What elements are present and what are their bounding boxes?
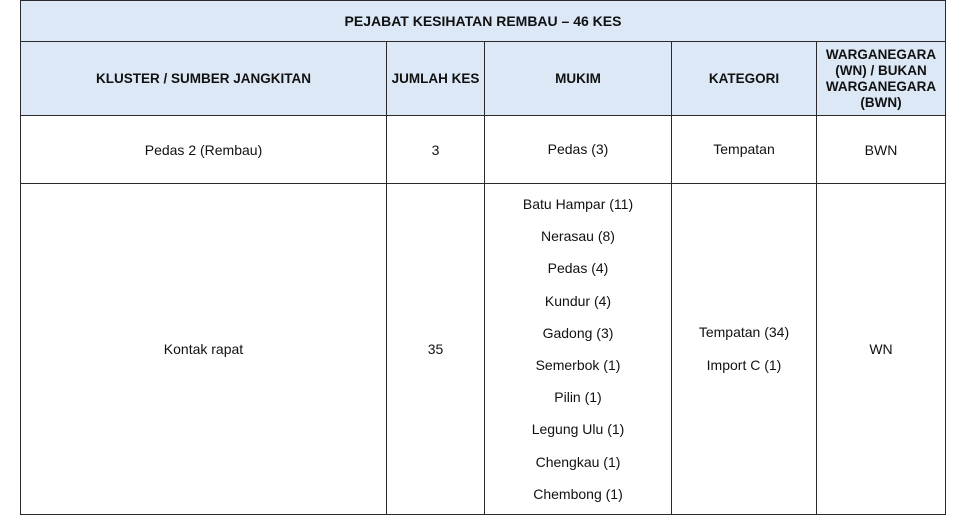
- kategori-item: Tempatan: [713, 141, 775, 158]
- kategori-item: Import C (1): [706, 357, 782, 373]
- table-row: [21, 184, 946, 515]
- mukim-item: Gadong (3): [542, 324, 614, 341]
- kategori-cell: [672, 116, 817, 184]
- mukim-item: Chembong (1): [533, 485, 623, 502]
- kluster-cell: Pedas 2 (Rembau): [21, 116, 387, 184]
- mukim-item: Pedas (3): [547, 141, 609, 158]
- title-row: [21, 1, 946, 42]
- table-title: PEJABAT KESIHATAN REMBAU – 46 KES: [21, 1, 946, 42]
- kategori-item: Tempatan (34): [698, 324, 790, 340]
- header-kategori: KATEGORI: [672, 42, 817, 116]
- cases-table: [20, 0, 946, 515]
- warganegara-cell: BWN: [817, 116, 946, 184]
- header-mukim: MUKIM: [485, 42, 672, 116]
- header-kluster: KLUSTER / SUMBER JANGKITAN: [21, 42, 387, 116]
- table-row: [21, 116, 946, 184]
- header-row: [21, 42, 946, 116]
- mukim-item: Chengkau (1): [535, 453, 621, 470]
- header-warganegara: WARGANEGARA (WN) / BUKAN WARGANEGARA (BWN): [817, 42, 946, 116]
- mukim-item: Batu Hampar (11): [522, 195, 634, 212]
- warganegara-cell: WN: [817, 184, 946, 515]
- header-jumlah-kes: JUMLAH KES: [387, 42, 485, 116]
- mukim-item: Legung Ulu (1): [531, 421, 625, 438]
- mukim-item: Pilin (1): [554, 389, 602, 406]
- mukim-item: Nerasau (8): [541, 228, 615, 245]
- jumlah-cell: 3: [387, 116, 485, 184]
- mukim-item: Semerbok (1): [535, 357, 621, 373]
- mukim-item: Pedas (4): [547, 260, 609, 277]
- jumlah-cell: 35: [387, 184, 485, 515]
- mukim-cell: [485, 184, 672, 515]
- kluster-cell: Kontak rapat: [21, 184, 387, 515]
- kategori-cell: [672, 184, 817, 515]
- mukim-item: Kundur (4): [544, 292, 612, 309]
- mukim-cell: [485, 116, 672, 184]
